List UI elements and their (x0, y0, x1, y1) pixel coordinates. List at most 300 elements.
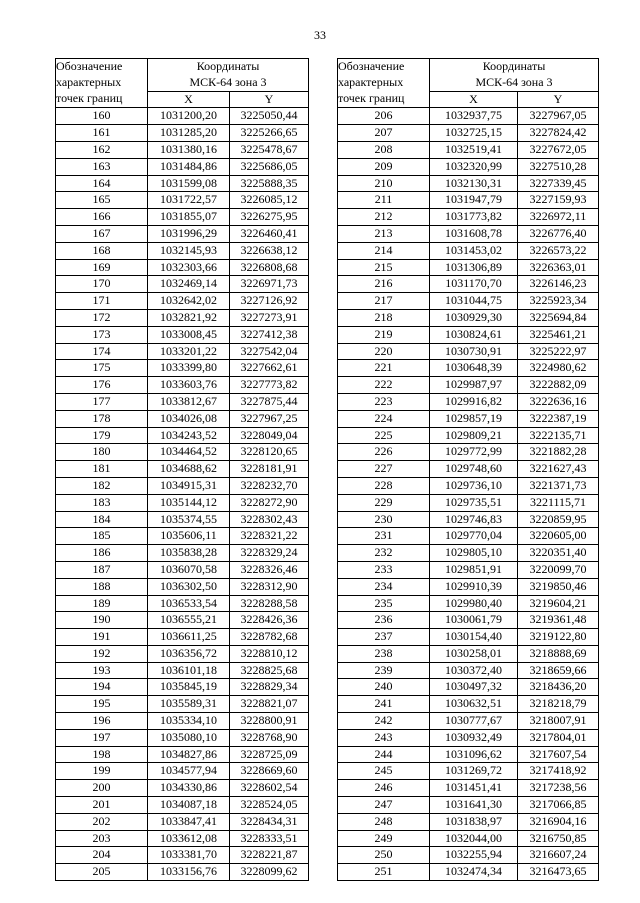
table-row (338, 763, 599, 780)
y-coordinate-cell: 3224980,62 (518, 360, 599, 377)
table-row (56, 225, 309, 242)
table-row (56, 847, 309, 864)
point-number-cell: 202 (56, 813, 148, 830)
point-number-cell: 245 (338, 763, 430, 780)
y-coordinate-cell: 3222882,09 (518, 377, 599, 394)
y-coordinate-cell: 3226460,41 (230, 225, 309, 242)
table-row (56, 746, 309, 763)
x-coordinate-cell: 1034688,62 (148, 461, 230, 478)
table-row (338, 192, 599, 209)
x-coordinate-cell: 1029809,21 (430, 427, 518, 444)
table-row (56, 141, 309, 158)
coordinates-table-left (55, 58, 309, 881)
y-coordinate-cell: 3219604,21 (518, 595, 599, 612)
x-coordinate-cell: 1032320,99 (430, 158, 518, 175)
table-row (56, 696, 309, 713)
y-coordinate-cell: 3227967,25 (230, 410, 309, 427)
x-coordinate-cell: 1034577,94 (148, 763, 230, 780)
table-row (56, 360, 309, 377)
point-column-header (338, 59, 430, 108)
table-row (56, 444, 309, 461)
x-coordinate-cell: 1031170,70 (430, 276, 518, 293)
y-coordinate-cell: 3217238,56 (518, 780, 599, 797)
x-coordinate-cell: 1036302,50 (148, 578, 230, 595)
table-row (338, 360, 599, 377)
x-coordinate-cell: 1031599,08 (148, 175, 230, 192)
x-coordinate-cell: 1036533,54 (148, 595, 230, 612)
point-number-cell: 233 (338, 561, 430, 578)
y-coordinate-cell: 3221627,43 (518, 461, 599, 478)
point-number-cell: 166 (56, 209, 148, 226)
table-row (56, 545, 309, 562)
x-coordinate-cell: 1033812,67 (148, 393, 230, 410)
table-row (338, 864, 599, 881)
x-coordinate-cell: 1031306,89 (430, 259, 518, 276)
y-coordinate-cell: 3226275,95 (230, 209, 309, 226)
table-row (56, 276, 309, 293)
x-coordinate-cell: 1035144,12 (148, 494, 230, 511)
y-coordinate-cell: 3228312,90 (230, 578, 309, 595)
point-number-cell: 238 (338, 645, 430, 662)
point-number-cell: 217 (338, 293, 430, 310)
x-coordinate-cell: 1029851,91 (430, 561, 518, 578)
table-row (338, 108, 599, 125)
table-row (56, 125, 309, 142)
y-coordinate-cell: 3220351,40 (518, 545, 599, 562)
x-coordinate-cell: 1031641,30 (430, 797, 518, 814)
point-number-cell: 218 (338, 309, 430, 326)
y-coordinate-cell: 3228821,07 (230, 696, 309, 713)
y-coordinate-cell: 3228829,34 (230, 679, 309, 696)
x-coordinate-cell: 1034243,52 (148, 427, 230, 444)
x-coordinate-cell: 1031855,07 (148, 209, 230, 226)
x-coordinate-cell: 1032303,66 (148, 259, 230, 276)
table-row (338, 225, 599, 242)
point-number-cell: 250 (338, 847, 430, 864)
table-row (338, 293, 599, 310)
point-number-cell: 175 (56, 360, 148, 377)
y-coordinate-cell: 3227542,04 (230, 343, 309, 360)
y-coordinate-cell: 3228426,36 (230, 612, 309, 629)
x-coordinate-cell: 1033612,08 (148, 830, 230, 847)
table-row (338, 629, 599, 646)
y-column-header: Y (230, 91, 309, 108)
point-number-cell: 248 (338, 813, 430, 830)
x-coordinate-cell: 1032474,34 (430, 864, 518, 881)
y-coordinate-cell: 3220859,95 (518, 511, 599, 528)
x-coordinate-cell: 1034915,31 (148, 477, 230, 494)
x-coordinate-cell: 1030929,30 (430, 309, 518, 326)
x-coordinate-cell: 1036101,18 (148, 662, 230, 679)
table-row (338, 410, 599, 427)
table-row (338, 427, 599, 444)
point-number-cell: 165 (56, 192, 148, 209)
x-coordinate-cell: 1036555,21 (148, 612, 230, 629)
y-coordinate-cell: 3227339,45 (518, 175, 599, 192)
point-number-cell: 189 (56, 595, 148, 612)
x-coordinate-cell: 1032044,00 (430, 830, 518, 847)
point-number-cell: 210 (338, 175, 430, 192)
y-coordinate-cell: 3225050,44 (230, 108, 309, 125)
x-coordinate-cell: 1031269,72 (430, 763, 518, 780)
point-number-cell: 169 (56, 259, 148, 276)
point-number-cell: 160 (56, 108, 148, 125)
y-coordinate-cell: 3228232,70 (230, 477, 309, 494)
table-row (56, 864, 309, 881)
table-row (338, 797, 599, 814)
x-coordinate-cell: 1030372,40 (430, 662, 518, 679)
table-row (338, 847, 599, 864)
point-number-cell: 193 (56, 662, 148, 679)
y-coordinate-cell: 3228524,05 (230, 797, 309, 814)
y-coordinate-cell: 3227412,38 (230, 326, 309, 343)
x-coordinate-cell: 1029772,99 (430, 444, 518, 461)
table-row (338, 545, 599, 562)
coordinates-table-right (337, 58, 599, 881)
y-coordinate-cell: 3225888,35 (230, 175, 309, 192)
table-row (338, 679, 599, 696)
y-coordinate-cell: 3225461,21 (518, 326, 599, 343)
x-coordinate-cell: 1034827,86 (148, 746, 230, 763)
x-coordinate-cell: 1029857,19 (430, 410, 518, 427)
table-row (338, 393, 599, 410)
x-coordinate-cell: 1031453,02 (430, 242, 518, 259)
point-number-cell: 216 (338, 276, 430, 293)
table-row (338, 343, 599, 360)
table-row (338, 309, 599, 326)
y-coordinate-cell: 3217418,92 (518, 763, 599, 780)
table-row (56, 108, 309, 125)
table-row (338, 578, 599, 595)
point-number-cell: 234 (338, 578, 430, 595)
point-number-cell: 208 (338, 141, 430, 158)
x-coordinate-cell: 1030154,40 (430, 629, 518, 646)
point-number-cell: 235 (338, 595, 430, 612)
point-number-cell: 176 (56, 377, 148, 394)
point-number-cell: 183 (56, 494, 148, 511)
point-number-cell: 215 (338, 259, 430, 276)
y-coordinate-cell: 3228221,87 (230, 847, 309, 864)
y-coordinate-cell: 3227875,44 (230, 393, 309, 410)
x-coordinate-cell: 1034087,18 (148, 797, 230, 814)
table-row (56, 511, 309, 528)
x-coordinate-cell: 1031285,20 (148, 125, 230, 142)
table-row (338, 259, 599, 276)
y-coordinate-cell: 3227662,61 (230, 360, 309, 377)
point-number-cell: 181 (56, 461, 148, 478)
point-number-cell: 227 (338, 461, 430, 478)
y-coordinate-cell: 3218659,66 (518, 662, 599, 679)
point-number-cell: 247 (338, 797, 430, 814)
table-row (338, 276, 599, 293)
y-coordinate-cell: 3228321,22 (230, 528, 309, 545)
y-coordinate-cell: 3225222,97 (518, 343, 599, 360)
table-row (338, 494, 599, 511)
table-row (56, 830, 309, 847)
y-coordinate-cell: 3227510,28 (518, 158, 599, 175)
point-number-cell: 229 (338, 494, 430, 511)
x-coordinate-cell: 1033399,80 (148, 360, 230, 377)
x-coordinate-cell: 1031380,16 (148, 141, 230, 158)
point-number-cell: 222 (338, 377, 430, 394)
y-coordinate-cell: 3228333,51 (230, 830, 309, 847)
table-row (338, 645, 599, 662)
y-coordinate-cell: 3222387,19 (518, 410, 599, 427)
x-coordinate-cell: 1032145,93 (148, 242, 230, 259)
table-row (338, 696, 599, 713)
table-row (56, 561, 309, 578)
table-row (338, 209, 599, 226)
x-coordinate-cell: 1032255,94 (430, 847, 518, 864)
y-coordinate-cell: 3228800,91 (230, 713, 309, 730)
point-number-cell: 224 (338, 410, 430, 427)
point-number-cell: 162 (56, 141, 148, 158)
x-coordinate-cell: 1031044,75 (430, 293, 518, 310)
point-number-cell: 171 (56, 293, 148, 310)
table-row (338, 612, 599, 629)
table-row (338, 141, 599, 158)
x-coordinate-cell: 1031722,57 (148, 192, 230, 209)
table-row (56, 578, 309, 595)
point-column-header (56, 59, 148, 108)
x-coordinate-cell: 1031773,82 (430, 209, 518, 226)
point-number-cell: 251 (338, 864, 430, 881)
table-row (338, 662, 599, 679)
y-coordinate-cell: 3227159,93 (518, 192, 599, 209)
point-number-cell: 239 (338, 662, 430, 679)
x-coordinate-cell: 1030777,67 (430, 713, 518, 730)
y-coordinate-cell: 3225266,65 (230, 125, 309, 142)
table-row (56, 343, 309, 360)
point-number-cell: 213 (338, 225, 430, 242)
y-coordinate-cell: 3218436,20 (518, 679, 599, 696)
point-number-cell: 200 (56, 780, 148, 797)
table-row (338, 729, 599, 746)
point-header-line: Обозначение (338, 59, 405, 73)
table-row (56, 763, 309, 780)
y-coordinate-cell: 3226363,01 (518, 259, 599, 276)
x-coordinate-cell: 1029735,51 (430, 494, 518, 511)
point-number-cell: 190 (56, 612, 148, 629)
point-number-cell: 203 (56, 830, 148, 847)
point-number-cell: 186 (56, 545, 148, 562)
point-header-line: характерных (338, 74, 404, 89)
table-row (56, 461, 309, 478)
x-coordinate-cell: 1033381,70 (148, 847, 230, 864)
table-row (56, 662, 309, 679)
point-number-cell: 204 (56, 847, 148, 864)
table-row (338, 780, 599, 797)
table-row (338, 377, 599, 394)
point-header-line: точек границ (338, 90, 405, 105)
table-row (56, 813, 309, 830)
point-number-cell: 179 (56, 427, 148, 444)
point-number-cell: 237 (338, 629, 430, 646)
x-coordinate-cell: 1031484,86 (148, 158, 230, 175)
point-number-cell: 192 (56, 645, 148, 662)
table-row (56, 629, 309, 646)
x-coordinate-cell: 1033008,45 (148, 326, 230, 343)
x-coordinate-cell: 1029916,82 (430, 393, 518, 410)
y-coordinate-cell: 3227967,05 (518, 108, 599, 125)
point-number-cell: 187 (56, 561, 148, 578)
point-number-cell: 168 (56, 242, 148, 259)
table-row (338, 175, 599, 192)
point-number-cell: 225 (338, 427, 430, 444)
y-coordinate-cell: 3226972,11 (518, 209, 599, 226)
point-number-cell: 228 (338, 477, 430, 494)
y-coordinate-cell: 3222636,16 (518, 393, 599, 410)
point-number-cell: 244 (338, 746, 430, 763)
point-number-cell: 182 (56, 477, 148, 494)
x-coordinate-cell: 1035606,11 (148, 528, 230, 545)
coordinates-header (430, 59, 599, 92)
x-coordinate-cell: 1032937,75 (430, 108, 518, 125)
point-number-cell: 214 (338, 242, 430, 259)
point-number-cell: 243 (338, 729, 430, 746)
y-coordinate-cell: 3228302,43 (230, 511, 309, 528)
y-coordinate-cell: 3226573,22 (518, 242, 599, 259)
table-row (56, 309, 309, 326)
point-number-cell: 180 (56, 444, 148, 461)
point-number-cell: 246 (338, 780, 430, 797)
x-coordinate-cell: 1035589,31 (148, 696, 230, 713)
table-row (56, 713, 309, 730)
y-coordinate-cell: 3216750,85 (518, 830, 599, 847)
x-coordinate-cell: 1035080,10 (148, 729, 230, 746)
y-coordinate-cell: 3226808,68 (230, 259, 309, 276)
table-row (56, 259, 309, 276)
x-coordinate-cell: 1030730,91 (430, 343, 518, 360)
table-row (338, 813, 599, 830)
table-row (338, 830, 599, 847)
point-number-cell: 241 (338, 696, 430, 713)
point-number-cell: 197 (56, 729, 148, 746)
y-coordinate-cell: 3228329,24 (230, 545, 309, 562)
point-number-cell: 230 (338, 511, 430, 528)
point-header-line: характерных (56, 74, 122, 89)
x-column-header: X (430, 91, 518, 108)
point-number-cell: 199 (56, 763, 148, 780)
y-coordinate-cell: 3225694,84 (518, 309, 599, 326)
point-number-cell: 232 (338, 545, 430, 562)
point-number-cell: 201 (56, 797, 148, 814)
table-row (56, 427, 309, 444)
point-number-cell: 231 (338, 528, 430, 545)
y-coordinate-cell: 3216904,16 (518, 813, 599, 830)
point-number-cell: 172 (56, 309, 148, 326)
y-coordinate-cell: 3228099,62 (230, 864, 309, 881)
table-row (56, 158, 309, 175)
x-coordinate-cell: 1031838,97 (430, 813, 518, 830)
y-coordinate-cell: 3217607,54 (518, 746, 599, 763)
y-coordinate-cell: 3228725,09 (230, 746, 309, 763)
table-row (338, 326, 599, 343)
point-number-cell: 177 (56, 393, 148, 410)
table-row (56, 494, 309, 511)
y-coordinate-cell: 3228434,31 (230, 813, 309, 830)
x-coordinate-cell: 1031200,20 (148, 108, 230, 125)
table-row (56, 242, 309, 259)
x-coordinate-cell: 1029805,10 (430, 545, 518, 562)
x-coordinate-cell: 1030648,39 (430, 360, 518, 377)
table-row (56, 477, 309, 494)
x-coordinate-cell: 1032821,92 (148, 309, 230, 326)
x-coordinate-cell: 1036356,72 (148, 645, 230, 662)
point-number-cell: 195 (56, 696, 148, 713)
x-coordinate-cell: 1035334,10 (148, 713, 230, 730)
table-row (56, 175, 309, 192)
x-coordinate-cell: 1032642,02 (148, 293, 230, 310)
y-column-header: Y (518, 91, 599, 108)
x-coordinate-cell: 1035838,28 (148, 545, 230, 562)
point-number-cell: 167 (56, 225, 148, 242)
y-coordinate-cell: 3218218,79 (518, 696, 599, 713)
x-coordinate-cell: 1034464,52 (148, 444, 230, 461)
y-coordinate-cell: 3228181,91 (230, 461, 309, 478)
point-number-cell: 212 (338, 209, 430, 226)
point-number-cell: 219 (338, 326, 430, 343)
table-body-left (56, 108, 309, 881)
point-number-cell: 242 (338, 713, 430, 730)
table-row (56, 612, 309, 629)
x-coordinate-cell: 1029910,39 (430, 578, 518, 595)
y-coordinate-cell: 3226146,23 (518, 276, 599, 293)
y-coordinate-cell: 3219850,46 (518, 578, 599, 595)
x-coordinate-cell: 1036070,58 (148, 561, 230, 578)
point-number-cell: 220 (338, 343, 430, 360)
y-coordinate-cell: 3220605,00 (518, 528, 599, 545)
point-number-cell: 184 (56, 511, 148, 528)
x-coordinate-cell: 1034026,08 (148, 410, 230, 427)
y-coordinate-cell: 3228768,90 (230, 729, 309, 746)
point-number-cell: 163 (56, 158, 148, 175)
x-coordinate-cell: 1031947,79 (430, 192, 518, 209)
x-coordinate-cell: 1030632,51 (430, 696, 518, 713)
y-coordinate-cell: 3228326,46 (230, 561, 309, 578)
page-number: 33 (314, 28, 326, 42)
y-coordinate-cell: 3225478,67 (230, 141, 309, 158)
point-number-cell: 198 (56, 746, 148, 763)
table-row (338, 477, 599, 494)
table-row (56, 377, 309, 394)
table-row (338, 461, 599, 478)
table-row (56, 209, 309, 226)
y-coordinate-cell: 3228825,68 (230, 662, 309, 679)
x-coordinate-cell: 1030932,49 (430, 729, 518, 746)
table-row (56, 679, 309, 696)
x-coordinate-cell: 1036611,25 (148, 629, 230, 646)
coords-header-line: Координаты (196, 59, 260, 73)
point-number-cell: 221 (338, 360, 430, 377)
point-number-cell: 170 (56, 276, 148, 293)
point-number-cell: 164 (56, 175, 148, 192)
y-coordinate-cell: 3228782,68 (230, 629, 309, 646)
y-coordinate-cell: 3218888,69 (518, 645, 599, 662)
coords-header-line: МСК-64 зона 3 (189, 74, 267, 89)
table-row (56, 645, 309, 662)
x-coordinate-cell: 1029736,10 (430, 477, 518, 494)
x-coordinate-cell: 1033847,41 (148, 813, 230, 830)
x-coordinate-cell: 1031451,41 (430, 780, 518, 797)
y-coordinate-cell: 3228120,65 (230, 444, 309, 461)
table-row (56, 192, 309, 209)
y-coordinate-cell: 3219361,48 (518, 612, 599, 629)
coordinates-header (148, 59, 309, 92)
x-coordinate-cell: 1031096,62 (430, 746, 518, 763)
y-coordinate-cell: 3226776,40 (518, 225, 599, 242)
y-coordinate-cell: 3226638,12 (230, 242, 309, 259)
